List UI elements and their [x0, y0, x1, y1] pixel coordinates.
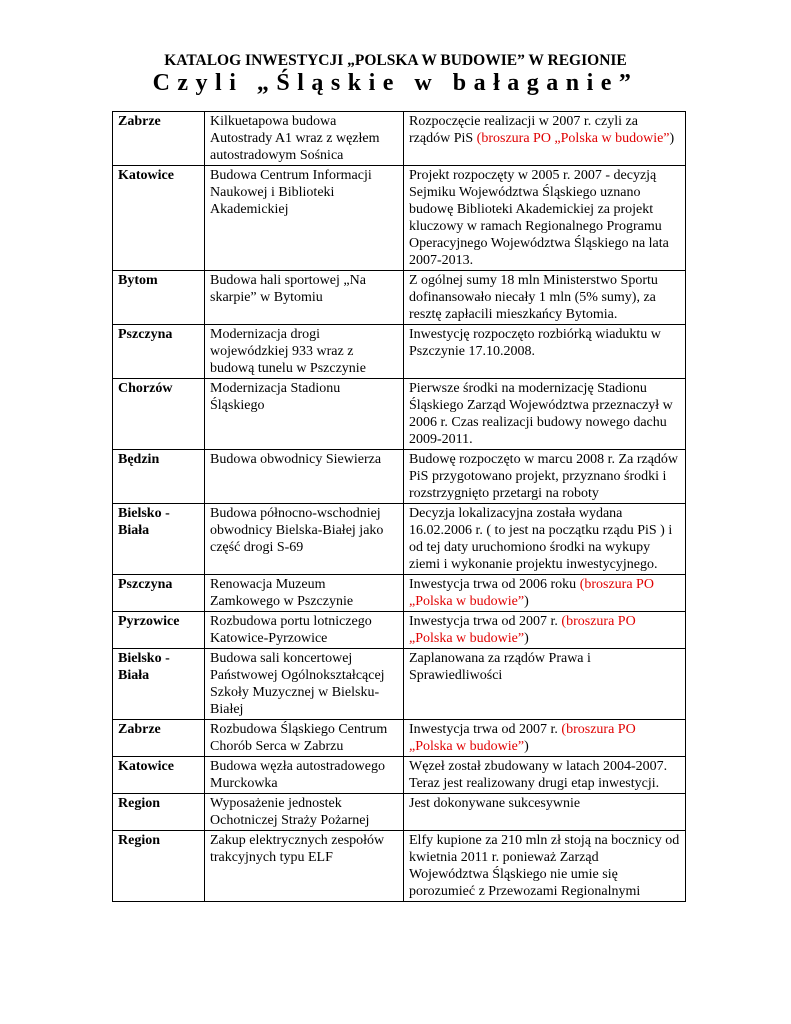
region-cell: Pyrzowice	[113, 612, 205, 649]
investment-table	[112, 111, 686, 902]
description-text: Inwestycja trwa od 2006 roku	[409, 577, 580, 592]
table-row	[113, 271, 686, 325]
investment-cell: Rozbudowa Śląskiego Centrum Chorób Serca w Zabrzu	[205, 720, 404, 757]
description-cell: Węzeł został zbudowany w latach 2004-2007. Teraz jest realizowany drugi etap inwestycji.	[404, 757, 686, 794]
region-cell: Zabrze	[113, 720, 205, 757]
table-row	[113, 649, 686, 720]
region-cell: Bielsko - Biała	[113, 504, 205, 575]
description-cell: Z ogólnej sumy 18 mln Ministerstwo Sportu dofinansowało niecały 1 mln (5% sumy), za resztę zapłacili mieszkańcy Bytomia.	[404, 271, 686, 325]
table-row	[113, 450, 686, 504]
description-cell: Projekt rozpoczęty w 2005 r. 2007 - decyzją Sejmiku Województwa Śląskiego uznano budowę Biblioteki Akademickiej za projekt kluczowy w ramach Regionalnego Programu Operacyjnego Województwa Śląskiego na lata 2007-2013.	[404, 166, 686, 271]
investment-cell: Modernizacja drogi wojewódzkiej 933 wraz z budową tunelu w Pszczynie	[205, 325, 404, 379]
region-cell: Katowice	[113, 757, 205, 794]
region-cell: Region	[113, 831, 205, 902]
description-cell	[404, 112, 686, 166]
brochure-note: (broszura PO „Polska w budowie”	[409, 722, 636, 754]
table-row	[113, 325, 686, 379]
table-row	[113, 379, 686, 450]
investment-cell: Rozbudowa portu lotniczego Katowice-Pyrzowice	[205, 612, 404, 649]
document-subtitle: Czyli „Śląskie w bałaganie”	[152, 70, 639, 96]
description-tail: )	[524, 594, 529, 609]
table-row	[113, 757, 686, 794]
document-title: KATALOG INWESTYCJI „POLSKA W BUDOWIE” W REGIONIE	[164, 52, 627, 69]
description-cell	[404, 720, 686, 757]
investment-cell: Budowa sali koncertowej Państwowej Ogólnokształcącej Szkoły Muzycznej w Bielsku-Białej	[205, 649, 404, 720]
table-row	[113, 794, 686, 831]
table-row	[113, 112, 686, 166]
description-text: Inwestycja trwa od 2007 r.	[409, 614, 562, 629]
table-row	[113, 831, 686, 902]
description-cell: Inwestycję rozpoczęto rozbiórką wiaduktu w Pszczynie 17.10.2008.	[404, 325, 686, 379]
brochure-note: (broszura PO „Polska w budowie”	[409, 577, 654, 609]
description-cell: Decyzja lokalizacyjna została wydana 16.02.2006 r. ( to jest na początku rządu PiS ) i od tej daty uruchomiono środki na wykupy ziemi i wykonanie projektu inwestycyjnego.	[404, 504, 686, 575]
investment-cell: Modernizacja Stadionu Śląskiego	[205, 379, 404, 450]
region-cell: Bielsko - Biała	[113, 649, 205, 720]
description-text: Inwestycja trwa od 2007 r.	[409, 722, 562, 737]
table-row	[113, 612, 686, 649]
table-row	[113, 504, 686, 575]
description-cell: Elfy kupione za 210 mln zł stoją na bocznicy od kwietnia 2011 r. ponieważ Zarząd Województwa Śląskiego nie umie się porozumieć z Przewozami Regionalnymi	[404, 831, 686, 902]
description-tail: )	[524, 631, 529, 646]
brochure-note: (broszura PO „Polska w budowie”	[476, 131, 670, 146]
region-cell: Katowice	[113, 166, 205, 271]
investment-cell: Budowa hali sportowej „Na skarpie” w Bytomiu	[205, 271, 404, 325]
region-cell: Zabrze	[113, 112, 205, 166]
region-cell: Bytom	[113, 271, 205, 325]
description-cell: Pierwsze środki na modernizację Stadionu Śląskiego Zarząd Województwa przeznaczył w 2006 r. Czas realizacji budowy nowego dachu 2009-2011.	[404, 379, 686, 450]
brochure-note: (broszura PO „Polska w budowie”	[409, 614, 636, 646]
investment-cell: Budowa północno-wschodniej obwodnicy Bielska-Białej jako część drogi S-69	[205, 504, 404, 575]
table-row	[113, 720, 686, 757]
region-cell: Pszczyna	[113, 575, 205, 612]
description-text: Rozpoczęcie realizacji w 2007 r. czyli za rządów PiS	[409, 114, 638, 146]
investment-cell: Renowacja Muzeum Zamkowego w Pszczynie	[205, 575, 404, 612]
investment-cell: Budowa obwodnicy Siewierza	[205, 450, 404, 504]
region-cell: Chorzów	[113, 379, 205, 450]
table-row	[113, 166, 686, 271]
description-cell: Jest dokonywane sukcesywnie	[404, 794, 686, 831]
description-cell: Budowę rozpoczęto w marcu 2008 r. Za rządów PiS przygotowano projekt, przyznano środki i rozstrzygnięto przetargi na roboty	[404, 450, 686, 504]
description-cell: Zaplanowana za rządów Prawa i Sprawiedliwości	[404, 649, 686, 720]
investment-cell: Kilkuetapowa budowa Autostrady A1 wraz z węzłem autostradowym Sośnica	[205, 112, 404, 166]
table-row	[113, 575, 686, 612]
description-cell	[404, 612, 686, 649]
region-cell: Będzin	[113, 450, 205, 504]
region-cell: Pszczyna	[113, 325, 205, 379]
description-cell	[404, 575, 686, 612]
description-tail: )	[669, 131, 675, 146]
region-cell: Region	[113, 794, 205, 831]
investment-cell: Zakup elektrycznych zespołów trakcyjnych typu ELF	[205, 831, 404, 902]
description-tail: )	[524, 739, 529, 754]
investment-cell: Wyposażenie jednostek Ochotniczej Straży Pożarnej	[205, 794, 404, 831]
investment-cell: Budowa węzła autostradowego Murckowka	[205, 757, 404, 794]
investment-cell: Budowa Centrum Informacji Naukowej i Biblioteki Akademickiej	[205, 166, 404, 271]
